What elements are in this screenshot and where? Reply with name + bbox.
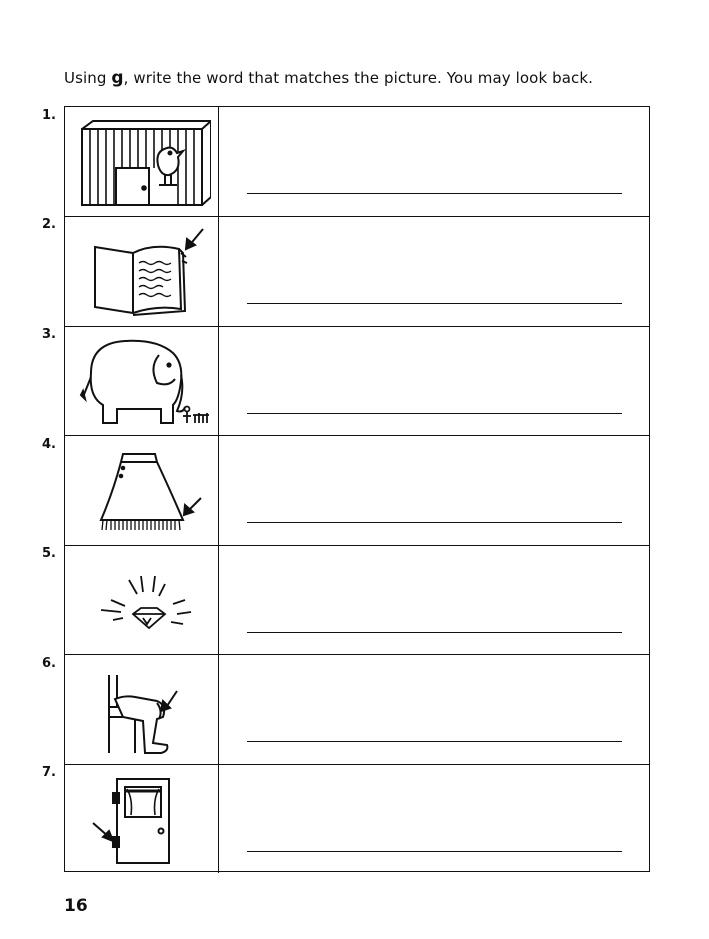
worksheet-row: [65, 216, 649, 326]
answer-line[interactable]: [247, 193, 622, 194]
answer-line[interactable]: [247, 741, 622, 742]
answer-line[interactable]: [247, 522, 622, 523]
item-number: 5.: [42, 546, 56, 561]
skirt-fringe-icon: [73, 442, 211, 538]
instructions: [64, 68, 593, 88]
bird-in-cage-icon: [73, 113, 211, 209]
worksheet-row: [65, 326, 649, 436]
answer-line[interactable]: [247, 413, 622, 414]
worksheet-row: [65, 764, 649, 873]
book-page-icon: [73, 223, 211, 319]
picture-cell: [65, 107, 219, 217]
answer-line[interactable]: [247, 303, 622, 304]
answer-line[interactable]: [247, 851, 622, 852]
item-number: 4.: [42, 437, 56, 452]
worksheet-row: [65, 435, 649, 545]
page-number: 16: [64, 896, 88, 916]
worksheet-row: [65, 545, 649, 655]
item-number: 1.: [42, 108, 56, 123]
gem-icon: [73, 552, 211, 648]
target-letter: g: [111, 68, 124, 88]
answer-line[interactable]: [247, 632, 622, 633]
door-hinge-icon: [73, 771, 211, 867]
item-number: 6.: [42, 656, 56, 671]
worksheet-row: [65, 107, 649, 217]
picture-cell: [65, 546, 219, 655]
picture-cell: [65, 765, 219, 873]
item-number: 2.: [42, 217, 56, 232]
worksheet-table: [64, 106, 650, 872]
item-number: 3.: [42, 327, 56, 342]
item-number: 7.: [42, 765, 56, 780]
worksheet-row: [65, 654, 649, 764]
picture-cell: [65, 327, 219, 436]
picture-cell: [65, 436, 219, 545]
knee-icon: [73, 661, 211, 757]
instructions-suffix: , write the word that matches the picture. You may look back.: [123, 69, 594, 87]
picture-cell: [65, 655, 219, 764]
instructions-prefix: Using: [64, 69, 112, 87]
picture-cell: [65, 217, 219, 326]
elephant-icon: [73, 333, 211, 429]
